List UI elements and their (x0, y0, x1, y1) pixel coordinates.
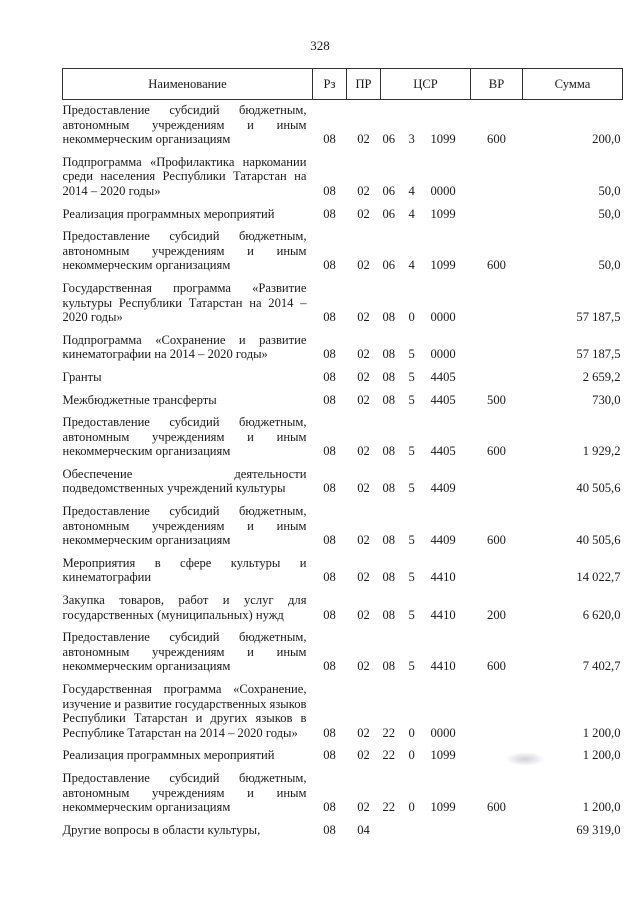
row-vr (471, 330, 523, 367)
row-rz: 08 (323, 310, 336, 325)
row-csr-direction: 0000 (430, 183, 456, 198)
row-vr (471, 367, 523, 390)
row-rz: 08 (323, 347, 336, 362)
row-sum: 14 022,7 (576, 570, 621, 585)
row-name: Обеспечение деятельности подведомственных учреждений культуры (62, 466, 307, 496)
row-csr-program: 08 (382, 533, 396, 548)
row-csr-subprogram: 5 (408, 659, 415, 674)
row-vr: 600 (487, 444, 506, 459)
row-sum: 50,0 (598, 206, 621, 221)
table-row (63, 100, 623, 152)
row-rz: 08 (323, 206, 336, 221)
row-csr-program: 22 (382, 725, 396, 740)
row-csr-program: 06 (382, 183, 396, 198)
row-csr-subprogram: 5 (408, 570, 415, 585)
row-pr: 02 (357, 392, 370, 407)
row-csr-direction: 4409 (430, 533, 456, 548)
row-csr-subprogram: 5 (408, 347, 415, 362)
row-vr (471, 464, 523, 501)
row-name: Мероприятия в сфере культуры и кинематографии (62, 555, 307, 585)
row-csr-subprogram: 5 (408, 481, 415, 496)
budget-sheet (62, 68, 622, 842)
row-csr-direction: 0000 (430, 347, 456, 362)
row-csr-direction: 1099 (430, 132, 456, 147)
row-rz: 08 (323, 481, 336, 496)
row-csr-program (381, 820, 407, 843)
row-name: Государственная программа «Сохранение, изучение и развитие государственных языков Республики Татарстан и других языков в Республике Татарстан на 2014 – 2020 годы» (62, 682, 307, 740)
row-vr (471, 204, 523, 227)
row-csr-direction: 4410 (430, 607, 456, 622)
row-csr-direction: 1099 (430, 800, 456, 815)
row-csr-subprogram: 5 (408, 607, 415, 622)
page-number: 328 (310, 38, 330, 53)
row-pr: 02 (357, 310, 370, 325)
row-sum: 50,0 (598, 183, 621, 198)
table-row (63, 627, 623, 679)
row-rz: 08 (323, 533, 336, 548)
row-rz: 08 (323, 800, 336, 815)
row-csr-subprogram: 3 (408, 132, 415, 147)
row-rz: 08 (323, 369, 336, 384)
row-sum: 40 505,6 (576, 533, 621, 548)
row-csr-subprogram: 0 (408, 725, 415, 740)
row-rz: 08 (323, 132, 336, 147)
row-sum: 6 620,0 (582, 607, 621, 622)
table-row (63, 412, 623, 464)
row-pr: 02 (357, 533, 370, 548)
row-rz: 08 (323, 570, 336, 585)
row-csr-subprogram: 0 (408, 800, 415, 815)
row-name: Закупка товаров, работ и услуг для государственных (муниципальных) нужд (62, 593, 307, 622)
row-csr-direction: 4410 (430, 570, 456, 585)
row-csr-direction: 1099 (430, 258, 456, 273)
row-sum: 2 659,2 (582, 369, 621, 384)
row-pr: 02 (357, 725, 370, 740)
table-row (63, 464, 623, 501)
row-csr-subprogram: 4 (408, 183, 415, 198)
row-pr: 02 (357, 748, 370, 763)
row-name: Предоставление субсидий бюджетным, автономным учреждениям и иным некоммерческим организациям (62, 103, 307, 147)
row-sum: 7 402,7 (582, 659, 621, 674)
row-csr-program: 22 (382, 800, 396, 815)
row-name: Предоставление субсидий бюджетным, автономным учреждениям и иным некоммерческим организациям (62, 229, 307, 273)
row-name: Реализация программных мероприятий (62, 206, 275, 221)
row-name: Предоставление субсидий бюджетным, автономным учреждениям и иным некоммерческим организациям (62, 415, 307, 459)
row-sum: 1 200,0 (582, 800, 621, 815)
row-sum: 1 929,2 (582, 444, 621, 459)
header-name: Наименование (63, 69, 313, 100)
row-csr-subprogram (407, 820, 429, 843)
budget-table (62, 68, 623, 842)
row-name: Реализация программных мероприятий (62, 748, 275, 763)
row-sum: 730,0 (592, 392, 621, 407)
table-row (63, 278, 623, 330)
row-csr-program: 08 (382, 310, 396, 325)
row-pr: 02 (357, 607, 370, 622)
row-sum: 1 200,0 (582, 725, 621, 740)
row-rz: 08 (323, 258, 336, 273)
row-csr-program: 08 (382, 347, 396, 362)
row-pr: 02 (357, 183, 370, 198)
row-pr: 02 (357, 258, 370, 273)
row-pr: 02 (357, 206, 370, 221)
row-vr (471, 278, 523, 330)
row-pr: 02 (357, 659, 370, 674)
row-vr: 200 (487, 607, 506, 622)
row-csr-program: 08 (382, 444, 396, 459)
row-csr-subprogram: 4 (408, 206, 415, 221)
row-pr: 02 (357, 800, 370, 815)
header-rz: Рз (313, 69, 347, 100)
row-csr-direction: 4409 (430, 481, 456, 496)
row-csr-program: 08 (382, 607, 396, 622)
row-csr-direction: 1099 (430, 206, 456, 221)
row-csr-direction (429, 820, 471, 843)
table-row (63, 204, 623, 227)
row-csr-program: 08 (382, 369, 396, 384)
row-rz: 08 (323, 444, 336, 459)
row-sum: 40 505,6 (576, 481, 621, 496)
row-csr-program: 08 (382, 659, 396, 674)
row-sum: 50,0 (598, 258, 621, 273)
table-row (63, 367, 623, 390)
row-vr (471, 820, 523, 843)
row-vr: 600 (487, 659, 506, 674)
header-pr: ПР (347, 69, 381, 100)
row-name: Предоставление субсидий бюджетным, автономным учреждениям и иным некоммерческим организациям (62, 770, 307, 815)
row-name: Подпрограмма «Профилактика наркомании среди населения Республики Татарстан на 2014 – 2020 годы» (62, 154, 307, 198)
row-rz: 08 (323, 659, 336, 674)
row-name: Другие вопросы в области культуры, (62, 822, 261, 837)
row-vr: 600 (487, 258, 506, 273)
row-name: Подпрограмма «Сохранение и развитие кинематографии на 2014 – 2020 годы» (62, 332, 307, 362)
table-row (63, 590, 623, 627)
row-csr-subprogram: 0 (408, 310, 415, 325)
row-csr-direction: 4405 (430, 444, 456, 459)
row-csr-subprogram: 5 (408, 392, 415, 407)
table-row (63, 553, 623, 590)
row-sum: 1 200,0 (582, 748, 621, 763)
table-row (63, 679, 623, 745)
row-csr-subprogram: 0 (408, 748, 415, 763)
row-vr: 600 (487, 132, 506, 147)
row-pr: 02 (357, 369, 370, 384)
row-pr: 02 (357, 570, 370, 585)
row-csr-subprogram: 5 (408, 533, 415, 548)
row-csr-direction: 0000 (430, 725, 456, 740)
row-vr (471, 679, 523, 745)
header-csr: ЦСР (381, 69, 471, 100)
row-sum: 69 319,0 (576, 822, 621, 837)
row-csr-program: 22 (382, 748, 396, 763)
row-sum: 57 187,5 (576, 310, 621, 325)
row-csr-program: 06 (382, 206, 396, 221)
row-name: Предоставление субсидий бюджетным, автономным учреждениям и иным некоммерческим организациям (62, 630, 307, 674)
row-csr-program: 06 (382, 132, 396, 147)
table-header (63, 69, 623, 100)
row-csr-direction: 4410 (430, 659, 456, 674)
row-csr-subprogram: 4 (408, 258, 415, 273)
row-rz: 08 (323, 725, 336, 740)
row-csr-subprogram: 5 (408, 369, 415, 384)
row-rz: 08 (323, 183, 336, 198)
header-sum: Сумма (523, 69, 623, 100)
row-csr-program: 06 (382, 258, 396, 273)
table-row (63, 501, 623, 553)
row-csr-subprogram: 5 (408, 444, 415, 459)
row-name: Предоставление субсидий бюджетным, автономным учреждениям и иным некоммерческим организациям (62, 504, 307, 548)
row-csr-direction: 0000 (430, 310, 456, 325)
header-vr: ВР (471, 69, 523, 100)
table-row (63, 390, 623, 413)
table-row (63, 226, 623, 278)
row-rz: 08 (323, 748, 336, 763)
row-pr: 02 (357, 347, 370, 362)
row-sum: 57 187,5 (576, 347, 621, 362)
scan-smudge (505, 752, 545, 766)
row-vr: 600 (487, 533, 506, 548)
table-row (63, 820, 623, 843)
row-csr-direction: 4405 (430, 392, 456, 407)
row-name: Межбюджетные трансферты (62, 392, 217, 407)
row-csr-program: 08 (382, 570, 396, 585)
row-name: Гранты (62, 369, 102, 384)
row-vr (471, 553, 523, 590)
row-name: Государственная программа «Развитие культуры Республики Татарстан на 2014 – 2020 годы» (62, 280, 307, 325)
row-vr: 500 (487, 392, 506, 407)
row-pr: 02 (357, 481, 370, 496)
table-row (63, 330, 623, 367)
row-sum: 200,0 (592, 132, 621, 147)
row-rz: 08 (323, 822, 336, 837)
row-vr: 600 (487, 800, 506, 815)
row-pr: 04 (357, 822, 370, 837)
table-row (63, 152, 623, 204)
table-row (63, 768, 623, 820)
row-pr: 02 (357, 132, 370, 147)
row-vr (471, 152, 523, 204)
row-rz: 08 (323, 607, 336, 622)
row-rz: 08 (323, 392, 336, 407)
row-csr-direction: 1099 (430, 748, 456, 763)
row-csr-direction: 4405 (430, 369, 456, 384)
table-body (63, 100, 623, 843)
row-csr-program: 08 (382, 481, 396, 496)
row-csr-program: 08 (382, 392, 396, 407)
row-pr: 02 (357, 444, 370, 459)
